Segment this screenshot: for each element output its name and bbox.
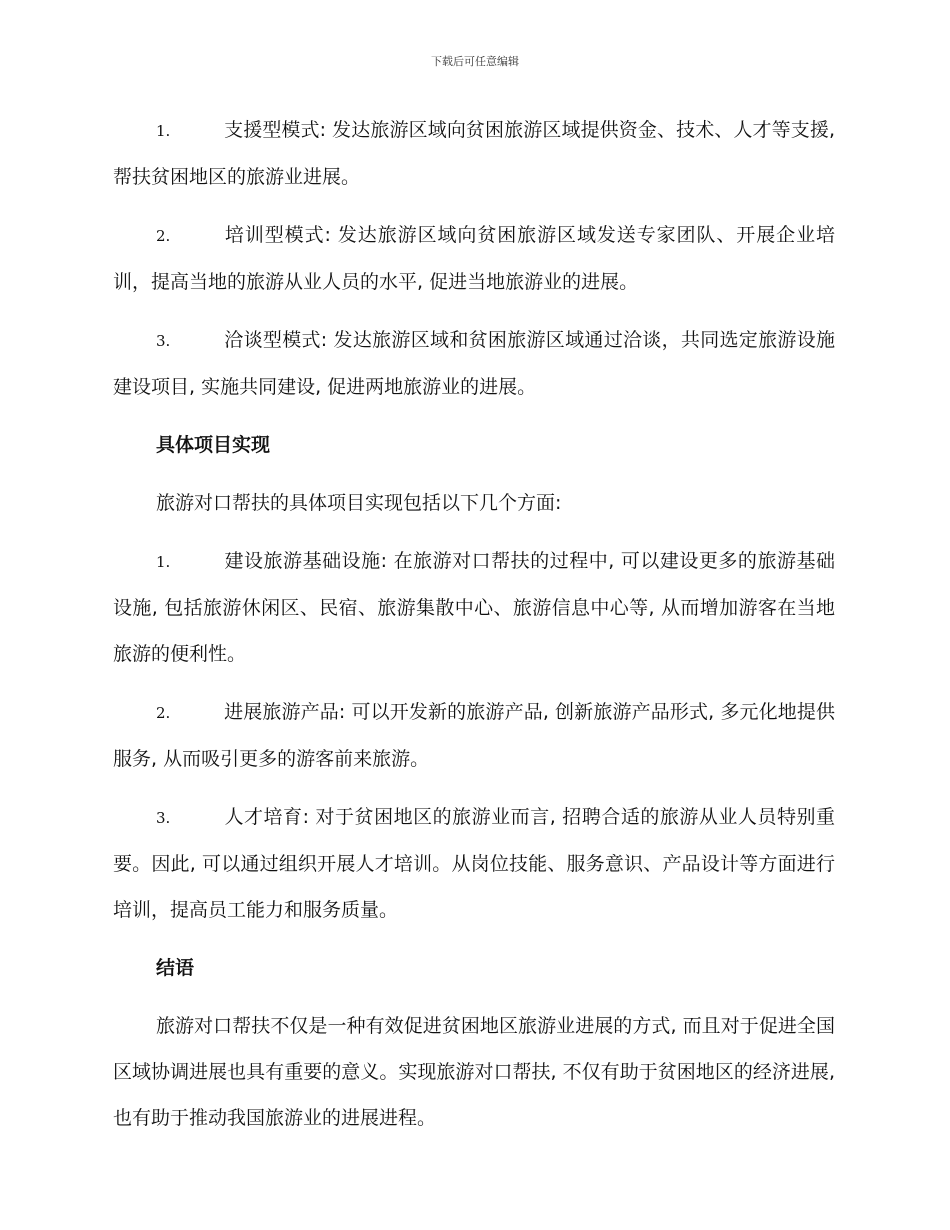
- list-item-text: 人才培育: 对于贫困地区的旅游业而言, 招聘合适的旅游从业人员特别重要。因此, 可以通过组织开展人才培训。从岗位技能、服务意识、产品设计等方面进行培训，提高员工能力和服务质量。: [113, 806, 835, 921]
- list-item-text: 培训型模式: 发达旅游区域向贫困旅游区域发送专家团队、开展企业培训，提高当地的旅游从业人员的水平, 促进当地旅游业的进展。: [113, 224, 835, 293]
- list-item-text: 进展旅游产品: 可以开发新的旅游产品, 创新旅游产品形式, 多元化地提供服务, 从而吸引更多的游客前来旅游。: [113, 701, 835, 770]
- section-heading-projects: 具体项目实现: [156, 434, 271, 456]
- model-item-3: [113, 317, 835, 410]
- list-number: 3.: [156, 809, 171, 827]
- project-item-3: [113, 794, 835, 933]
- page-header: 下载后可任意编辑: [431, 55, 519, 68]
- list-item-text: 支援型模式: 发达旅游区域向贫困旅游区域提供资金、技术、人才等支援, 帮扶贫困地区的旅游业进展。: [113, 119, 835, 188]
- model-item-2: [113, 212, 835, 305]
- list-number: 2.: [156, 227, 171, 245]
- projects-intro: 旅游对口帮扶的具体项目实现包括以下几个方面:: [156, 492, 562, 514]
- list-item-text: 洽谈型模式: 发达旅游区域和贫困旅游区域通过洽谈，共同选定旅游设施建设项目, 实施共同建设, 促进两地旅游业的进展。: [113, 329, 835, 398]
- section-heading-conclusion: 结语: [156, 957, 195, 979]
- list-number: 1.: [156, 122, 171, 140]
- document-body: [113, 107, 835, 1153]
- list-number: 2.: [156, 704, 171, 722]
- project-item-2: [113, 689, 835, 782]
- project-item-1: [113, 538, 835, 677]
- list-number: 3.: [156, 332, 171, 350]
- list-item-text: 建设旅游基础设施: 在旅游对口帮扶的过程中, 可以建设更多的旅游基础设施, 包括旅游休闲区、民宿、旅游集散中心、旅游信息中心等, 从而增加游客在当地旅游的便利性。: [113, 550, 835, 665]
- model-item-1: [113, 107, 835, 200]
- conclusion-text: 旅游对口帮扶不仅是一种有效促进贫困地区旅游业进展的方式, 而且对于促进全国区域协调进展也具有重要的意义。实现旅游对口帮扶, 不仅有助于贫困地区的经济进展, 也有助于推动我国旅游业的进展进程。: [113, 1015, 835, 1129]
- list-number: 1.: [156, 553, 171, 571]
